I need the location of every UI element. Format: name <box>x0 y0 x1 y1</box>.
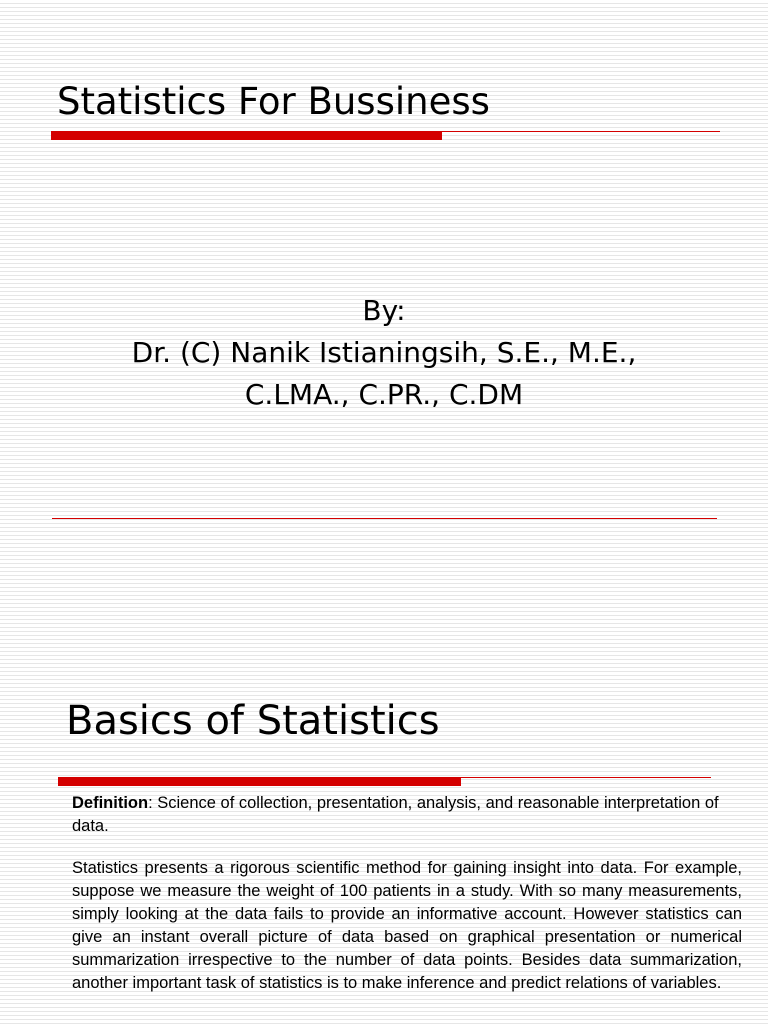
title-accent-bar <box>58 777 461 786</box>
slide-divider <box>52 518 717 519</box>
definition-term: Definition <box>72 794 149 812</box>
statistics-paragraph: Statistics presents a rigorous scientific method for gaining insight into data. For example, suppose we measure the weight of 100 patients in a study. With so many measurements, simply looking at the data fails to provide an informative account. However statistics can give an instant overall picture of data based on graphical presentation or numerical summarization irrespective to the number of data points. Besides data summarization, another important task of statistics is to make inference and predict relations of variables. <box>72 859 742 992</box>
title-accent-line <box>461 777 711 778</box>
slide-title: Statistics For Bussiness <box>57 80 490 123</box>
author-name-line1: Dr. (C) Nanik Istianingsih, S.E., M.E., <box>131 336 637 369</box>
title-accent-line <box>442 131 720 132</box>
definition-body: : Science of collection, presentation, analysis, and reasonable interpretation of data. <box>72 794 719 835</box>
definition-text <box>72 792 742 838</box>
by-label: By: <box>362 294 406 327</box>
slide-title-basics: Basics of Statistics <box>66 698 440 744</box>
author-name-line2: C.LMA., C.PR., C.DM <box>244 378 524 411</box>
title-accent-bar <box>51 131 442 140</box>
